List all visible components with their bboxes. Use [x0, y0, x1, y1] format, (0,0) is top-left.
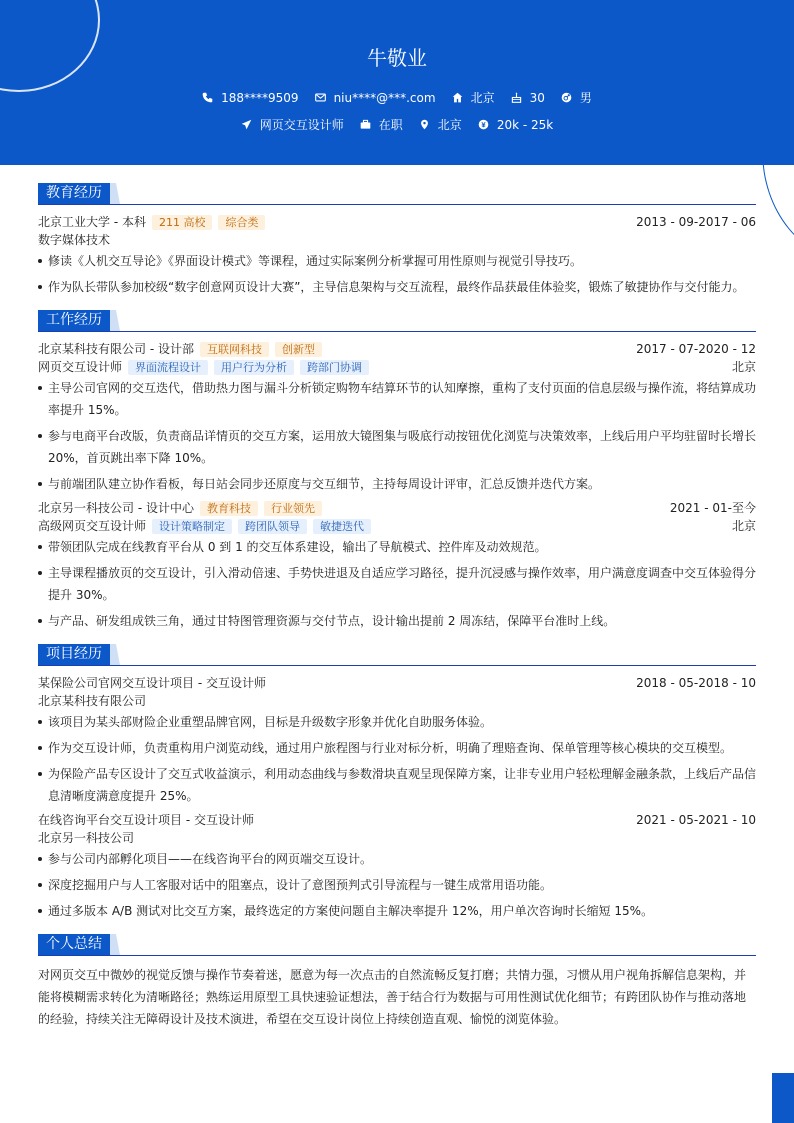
status-text: 在职 — [378, 118, 403, 132]
resume-body — [38, 183, 756, 1042]
tag: 教育科技 — [200, 501, 258, 516]
money-icon — [478, 119, 489, 130]
contact-row — [0, 89, 794, 106]
job-entry — [38, 340, 756, 495]
phone-icon — [202, 92, 213, 103]
gender-text: 男 — [579, 91, 592, 105]
city-info — [419, 116, 462, 133]
cake-icon — [511, 92, 522, 103]
date-range: 2021 - 05-2021 - 10 — [636, 813, 756, 827]
status-info — [360, 116, 403, 133]
project-org: 北京另一科技公司 — [38, 831, 135, 845]
bullet-list — [38, 250, 756, 298]
bullet-list — [38, 377, 756, 495]
age-text: 30 — [529, 90, 545, 105]
major: 数字媒体技术 — [38, 233, 111, 247]
summary-section — [38, 934, 756, 1030]
list-item: 参与电商平台改版，负责商品详情页的交互方案，运用放大镜图集与吸底行动按钮优化浏览与决策效率，上线后用户平均驻留时长增长 20%，首页跳出率下降 10%。 — [38, 425, 756, 469]
job-entry — [38, 499, 756, 632]
list-item: 作为队长带队参加校级“数字创意网页设计大赛”，主导信息架构与交互流程，最终作品获最佳体验奖，锻炼了敏捷协作与交付能力。 — [38, 276, 756, 298]
project-org: 北京某科技有限公司 — [38, 694, 147, 708]
list-item: 带领团队完成在线教育平台从 0 到 1 的交互体系建设，输出了导航模式、控件库及动效规范。 — [38, 536, 756, 558]
email-info — [315, 91, 436, 105]
section-title: 工作经历 — [38, 310, 110, 331]
tag: 设计策略制定 — [152, 519, 232, 534]
major-row — [38, 231, 756, 249]
list-item: 该项目为某头部财险企业重塑品牌官网，目标是升级数字形象并优化自助服务体验。 — [38, 711, 756, 733]
list-item: 修读《人机交互导论》《界面设计模式》等课程，通过实际案例分析掌握可用性原则与视觉引导技巧。 — [38, 250, 756, 272]
position-info — [241, 116, 344, 133]
gender-icon — [561, 92, 572, 103]
list-item: 为保险产品专区设计了交互式收益演示，利用动态曲线与参数滑块直观呈现保障方案，让非专业用户轻松理解金融条款，上线后产品信息清晰度满意度提升 25%。 — [38, 763, 756, 807]
company-name: 北京某科技有限公司 - 设计部 — [38, 342, 194, 356]
section-header — [38, 934, 756, 956]
position-name: 网页交互设计师 — [38, 360, 123, 374]
project-section — [38, 644, 756, 922]
job-intent-row — [0, 116, 794, 133]
phone-info — [202, 91, 298, 105]
mail-icon — [315, 92, 326, 103]
list-item: 主导课程播放页的交互设计，引入滑动倍速、手势快进退及自适应学习路径，提升沉浸感与操作效率，用户满意度调查中交互体验得分提升 30%。 — [38, 562, 756, 606]
education-row — [38, 213, 756, 231]
email-text: niu****@***.com — [333, 90, 436, 105]
date-range: 2018 - 05-2018 - 10 — [636, 676, 756, 690]
tag: 跨部门协调 — [300, 360, 369, 375]
section-title: 教育经历 — [38, 183, 110, 204]
section-title: 项目经历 — [38, 644, 110, 665]
list-item: 主导公司官网的交互迭代，借助热力图与漏斗分析锁定购物车结算环节的认知摩擦，重构了支付页面的信息层级与操作流，将结算成功率提升 15%。 — [38, 377, 756, 421]
tag: 创新型 — [275, 342, 322, 357]
position-text: 网页交互设计师 — [259, 118, 344, 132]
gender-info — [561, 89, 592, 106]
project-name: 某保险公司官网交互设计项目 - 交互设计师 — [38, 676, 266, 690]
position-name: 高级网页交互设计师 — [38, 519, 147, 533]
briefcase-icon — [360, 119, 371, 130]
tag: 界面流程设计 — [128, 360, 208, 375]
tag: 行业领先 — [264, 501, 322, 516]
send-icon — [241, 119, 252, 130]
side-tab — [772, 1073, 794, 1123]
home-icon — [452, 92, 463, 103]
bullet-list — [38, 848, 756, 922]
home-text: 北京 — [470, 91, 495, 105]
list-item: 与产品、研发组成铁三角，通过甘特图管理资源与交付节点，设计输出提前 2 周冻结，保障平台准时上线。 — [38, 610, 756, 632]
section-header — [38, 183, 756, 205]
project-entry — [38, 811, 756, 922]
phone-text: 188****9509 — [221, 90, 299, 105]
summary-text: 对网页交互中微妙的视觉反馈与操作节奏着迷，愿意为每一次点击的自然流畅反复打磨；共情力强，习惯从用户视角拆解信息架构，并能将模糊需求转化为清晰路径；熟练运用原型工具快速验证想法，善于结合行为数据与可用性测试优化细节；有跨团队协作与推动落地的经验，持续关注无障碍设计及技术演进，希望在交互设计岗位上持续创造直观、愉悦的浏览体验。 — [38, 968, 747, 1026]
section-title: 个人总结 — [38, 934, 110, 955]
tag: 综合类 — [218, 215, 265, 230]
date-range: 2013 - 09-2017 - 06 — [636, 215, 756, 229]
home-info — [452, 89, 495, 106]
tag: 211 高校 — [152, 215, 213, 230]
candidate-name: 牛敬业 — [367, 46, 427, 70]
list-item: 与前端团队建立协作看板，每日站会同步还原度与交互细节，主持每周设计评审，汇总反馈并迭代方案。 — [38, 473, 756, 495]
job-city: 北京 — [731, 519, 756, 533]
bullet-list — [38, 711, 756, 807]
city-text: 北京 — [437, 118, 462, 132]
list-item: 作为交互设计师，负责重构用户浏览动线，通过用户旅程图与行业对标分析，明确了理赔查询、保单管理等核心模块的交互模型。 — [38, 737, 756, 759]
tag: 互联网科技 — [200, 342, 269, 357]
resume-header — [0, 0, 794, 165]
list-item: 通过多版本 A/B 测试对比交互方案，最终选定的方案使问题自主解决率提升 12%，用户单次咨询时长缩短 15%。 — [38, 900, 756, 922]
project-name: 在线咨询平台交互设计项目 - 交互设计师 — [38, 813, 254, 827]
project-entry — [38, 674, 756, 807]
section-header — [38, 644, 756, 666]
work-section — [38, 310, 756, 632]
job-city: 北京 — [731, 360, 756, 374]
salary-text: 20k - 25k — [496, 117, 554, 132]
section-header — [38, 310, 756, 332]
tag: 敏捷迭代 — [313, 519, 371, 534]
date-range: 2021 - 01-至今 — [669, 501, 756, 515]
age-info — [511, 91, 545, 105]
bullet-list — [38, 536, 756, 632]
school-name: 北京工业大学 - 本科 — [38, 215, 146, 229]
company-name: 北京另一科技公司 - 设计中心 — [38, 501, 194, 515]
decorative-arc — [762, 150, 794, 261]
tag: 跨团队领导 — [238, 519, 307, 534]
tag: 用户行为分析 — [214, 360, 294, 375]
list-item: 参与公司内部孵化项目——在线咨询平台的网页端交互设计。 — [38, 848, 756, 870]
salary-info — [478, 118, 553, 132]
date-range: 2017 - 07-2020 - 12 — [636, 342, 756, 356]
education-section — [38, 183, 756, 298]
list-item: 深度挖掘用户与人工客服对话中的阻塞点，设计了意图预判式引导流程与一键生成常用语功能。 — [38, 874, 756, 896]
location-pin-icon — [419, 119, 430, 130]
